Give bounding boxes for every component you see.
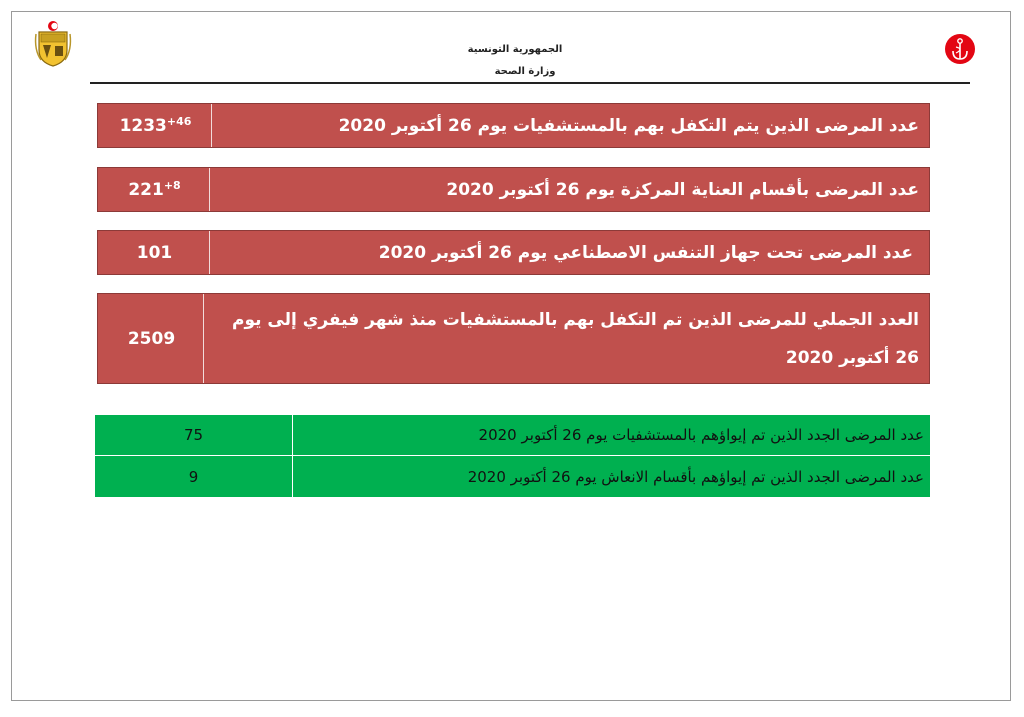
ministry-health-logo-icon — [944, 33, 976, 65]
stat-change-icu: +8 — [163, 179, 181, 192]
stat-row-icu — [97, 167, 930, 212]
header-subtitle: وزارة الصحة — [494, 66, 556, 77]
new-icu-admissions-label: عدد المرضى الجدد الذين تم إيواؤهم بأقسام الانعاش يوم 26 أكتوبر 2020 — [292, 456, 930, 497]
stat-label-total: العدد الجملي للمرضى الذين تم التكفل بهم بالمستشفيات منذ شهر فيفري إلى يوم 26 أكتوبر 2020 — [203, 294, 929, 383]
stat-row-total — [97, 293, 930, 384]
stat-label-ventilator: عدد المرضى تحت جهاز التنفس الاصطناعي يوم 26 أكتوبر 2020 — [209, 231, 929, 274]
new-icu-admissions-value: 9 — [188, 467, 199, 486]
stat-label-hospitalized: عدد المرضى الذين يتم التكفل بهم بالمستشفيات يوم 26 أكتوبر 2020 — [211, 104, 929, 147]
new-admissions-table — [95, 415, 930, 497]
stat-value-icu: 221 $^{+8}$ — [128, 179, 181, 200]
tunisia-coat-of-arms-icon — [33, 20, 73, 68]
header-title: الجمهورية التونسية — [467, 44, 563, 55]
new-admissions-label: عدد المرضى الجدد الذين تم إيواؤهم بالمستشفيات يوم 26 أكتوبر 2020 — [292, 415, 930, 455]
stat-value-ventilator: 101 — [136, 242, 173, 263]
new-admissions-value: 75 — [183, 426, 204, 444]
stat-value-hospitalized: 1233 $^{+46}$ — [119, 115, 192, 136]
stat-row-hospitalized — [97, 103, 930, 148]
stat-value-total: 2509 — [127, 328, 176, 349]
table-row — [95, 415, 930, 456]
stat-change-hospitalized: +46 — [166, 115, 192, 128]
header-divider — [90, 82, 970, 84]
stat-label-icu: عدد المرضى بأقسام العناية المركزة يوم 26 أكتوبر 2020 — [209, 168, 929, 211]
stat-row-ventilator — [97, 230, 930, 275]
table-row — [95, 456, 930, 497]
